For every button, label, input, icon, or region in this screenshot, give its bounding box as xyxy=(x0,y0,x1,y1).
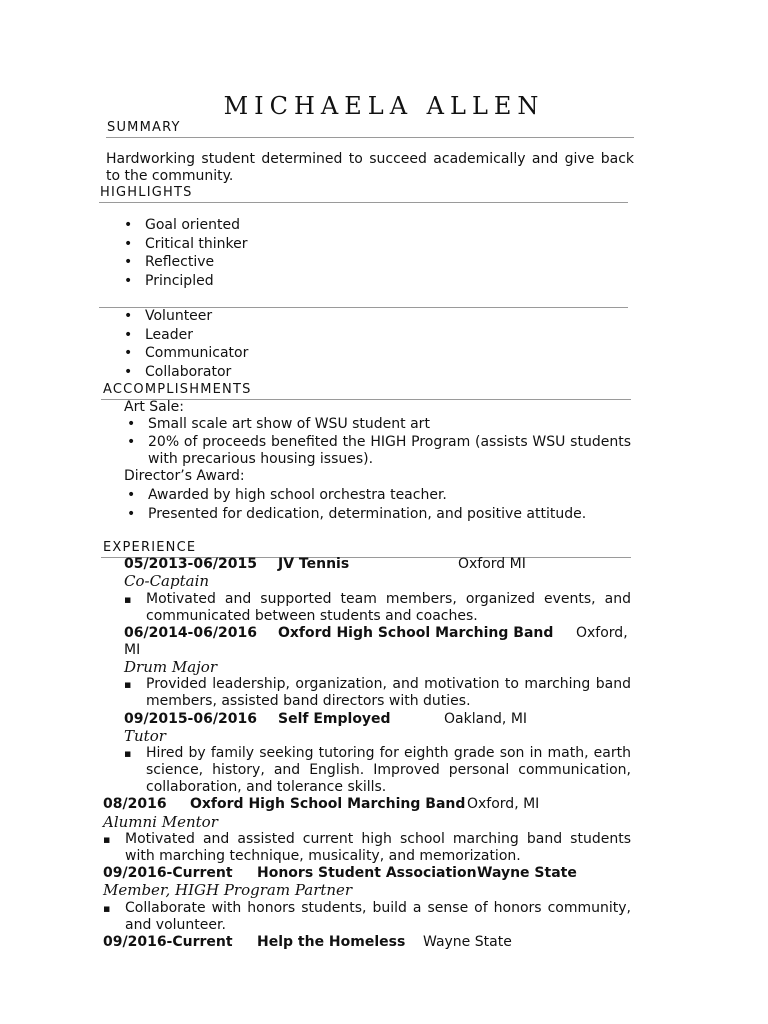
list-item: • Awarded by high school orchestra teacher. xyxy=(127,486,631,505)
art-sale-list xyxy=(127,416,631,469)
job-org: Oxford High School Marching Band xyxy=(278,625,554,641)
job-org: Self Employed xyxy=(278,711,391,727)
summary-text: Hardworking student determined to succeed academically and give back to the community. xyxy=(106,151,634,184)
list-item: • Leader xyxy=(124,326,248,345)
job-org: Help the Homeless xyxy=(257,934,406,950)
resume-name: MICHAELA ALLEN xyxy=(223,92,545,120)
job-org: Honors Student Association xyxy=(257,865,477,881)
list-item: • Presented for dedication, determination, and positive attitude. xyxy=(127,505,631,524)
summary-heading: SUMMARY xyxy=(107,120,181,135)
list-item: ▪ Provided leadership, organization, and motivation to marching band members, assisted band directors with duties. xyxy=(124,676,631,710)
job-dates: 05/2013-06/2015 xyxy=(124,556,257,572)
accomplishments-heading: ACCOMPLISHMENTS xyxy=(103,382,252,397)
job-location: Oxford, MI xyxy=(467,796,540,812)
list-item: ▪ Hired by family seeking tutoring for eighth grade son in math, earth science, history, and English. Improved personal communication, collaboration, and tolerance skills. xyxy=(124,745,631,796)
list-item: • Critical thinker xyxy=(124,235,248,254)
highlights-rule xyxy=(99,202,628,203)
job-org: JV Tennis xyxy=(278,556,350,572)
list-item: • Collaborator xyxy=(124,363,248,382)
list-item: ▪ Collaborate with honors students, build a sense of honors community, and volunteer. xyxy=(103,900,631,934)
list-item: • Reflective xyxy=(124,253,248,272)
highlights-list-1 xyxy=(124,216,248,290)
job-dates: 09/2015-06/2016 xyxy=(124,711,257,727)
list-item: ▪ Motivated and assisted current high school marching band students with marching technique, musicality, and memorization. xyxy=(103,831,631,865)
job-location: Oxford MI xyxy=(458,556,526,572)
list-item: • Volunteer xyxy=(124,307,248,326)
job-bullets xyxy=(124,676,631,710)
job-role: Tutor xyxy=(124,727,166,745)
job-dates: 09/2016-Current xyxy=(103,865,233,881)
job-dates: 09/2016-Current xyxy=(103,934,233,950)
summary-rule xyxy=(106,137,634,138)
list-item: • Small scale art show of WSU student art xyxy=(127,416,631,434)
art-sale-title: Art Sale: xyxy=(124,399,184,415)
list-item: • Communicator xyxy=(124,344,248,363)
highlights-list-2 xyxy=(124,307,248,381)
job-role: Alumni Mentor xyxy=(103,813,218,831)
director-award-title: Director’s Award: xyxy=(124,468,245,484)
experience-heading: EXPERIENCE xyxy=(103,540,197,555)
job-role: Drum Major xyxy=(124,658,218,676)
job-location: Oxford, xyxy=(576,625,628,641)
job-role: Co-Captain xyxy=(124,572,210,590)
list-item: • Principled xyxy=(124,272,248,291)
highlights-heading: HIGHLIGHTS xyxy=(100,185,193,200)
list-item: • 20% of proceeds benefited the HIGH Program (assists WSU students with precarious housing issues). xyxy=(127,434,631,469)
job-role: Member, HIGH Program Partner xyxy=(103,881,353,899)
job-location-cont: MI xyxy=(124,642,141,658)
list-item: • Goal oriented xyxy=(124,216,248,235)
job-dates: 08/2016 xyxy=(103,796,167,812)
job-bullets xyxy=(103,831,631,865)
director-award-list xyxy=(127,486,631,523)
job-bullets xyxy=(103,900,631,934)
job-bullets xyxy=(124,745,631,796)
job-bullets xyxy=(124,591,631,625)
job-org: Oxford High School Marching Band xyxy=(190,796,466,812)
job-location: Wayne State xyxy=(423,934,512,950)
job-location: Oakland, MI xyxy=(444,711,528,727)
job-dates: 06/2014-06/2016 xyxy=(124,625,257,641)
list-item: ▪ Motivated and supported team members, organized events, and communicated between students and coaches. xyxy=(124,591,631,625)
job-location: Wayne State xyxy=(477,865,577,881)
